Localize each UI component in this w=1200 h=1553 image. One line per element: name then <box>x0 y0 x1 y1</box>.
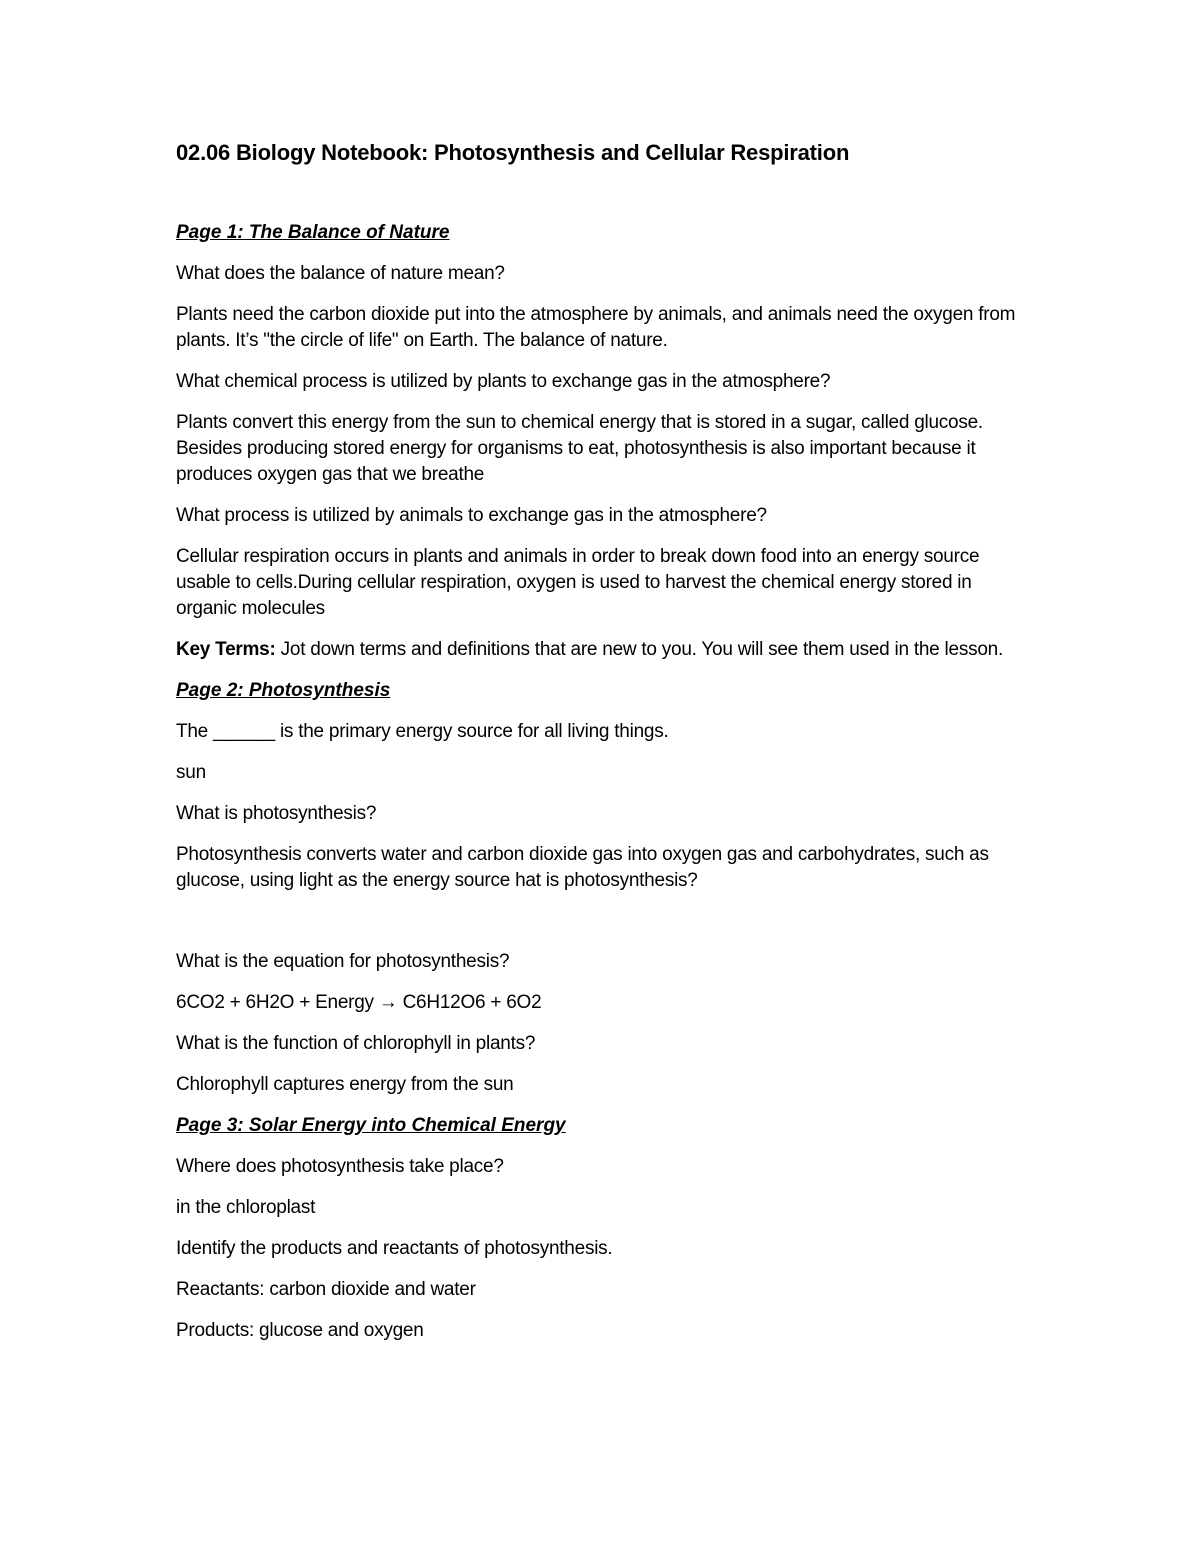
answer-text: Chlorophyll captures energy from the sun <box>176 1074 514 1095</box>
key-terms-text: Jot down terms and definitions that are new to you. You will see them used in the lesson. <box>275 639 1003 660</box>
question-text: What is the equation for photosynthesis? <box>176 951 510 972</box>
blank-line <box>176 909 1026 949</box>
question-text: What does the balance of nature mean? <box>176 263 505 284</box>
answer-text: in the chloroplast <box>176 1197 316 1218</box>
question-text: What process is utilized by animals to exchange gas in the atmosphere? <box>176 505 767 526</box>
question-text: The ______ is the primary energy source for all living things. <box>176 721 669 742</box>
section-heading-page-2: Page 2: Photosynthesis <box>176 680 391 701</box>
section-heading-page-3: Page 3: Solar Energy into Chemical Energy <box>176 1115 566 1136</box>
question-text: What is photosynthesis? <box>176 803 377 824</box>
document-page <box>176 138 1026 1359</box>
answer-text: sun <box>176 762 206 783</box>
answer-text: Reactants: carbon dioxide and water <box>176 1279 476 1300</box>
question-text: Where does photosynthesis take place? <box>176 1156 504 1177</box>
key-terms-paragraph <box>176 637 1026 663</box>
answer-text: Cellular respiration occurs in plants and animals in order to break down food into an energy source usable to cells.During cellular respiration, oxygen is used to harvest the chemical energy stored in organic molecules <box>176 546 980 619</box>
answer-text: Plants need the carbon dioxide put into the atmosphere by animals, and animals need the oxygen from plants. It’s "the circle of life" on Earth. The balance of nature. <box>176 304 1016 351</box>
equation-text: 6CO2 + 6H2O + Energy → C6H12O6 + 6O2 <box>176 992 542 1013</box>
section-heading-page-1: Page 1: The Balance of Nature <box>176 222 450 243</box>
question-text: What chemical process is utilized by plants to exchange gas in the atmosphere? <box>176 371 831 392</box>
document-title: 02.06 Biology Notebook: Photosynthesis and Cellular Respiration <box>176 140 850 165</box>
answer-text: Photosynthesis converts water and carbon dioxide gas into oxygen gas and carbohydrates, such as glucose, using light as the energy source hat is photosynthesis? <box>176 844 989 891</box>
question-text: Identify the products and reactants of photosynthesis. <box>176 1238 613 1259</box>
key-terms-label: Key Terms: <box>176 639 276 660</box>
answer-text: Products: glucose and oxygen <box>176 1320 424 1341</box>
answer-text: Plants convert this energy from the sun to chemical energy that is stored in a sugar, called glucose. Besides producing stored energy for organisms to eat, photosynthesis is also important because it produces oxygen gas that we breathe <box>176 412 983 485</box>
question-text: What is the function of chlorophyll in plants? <box>176 1033 536 1054</box>
